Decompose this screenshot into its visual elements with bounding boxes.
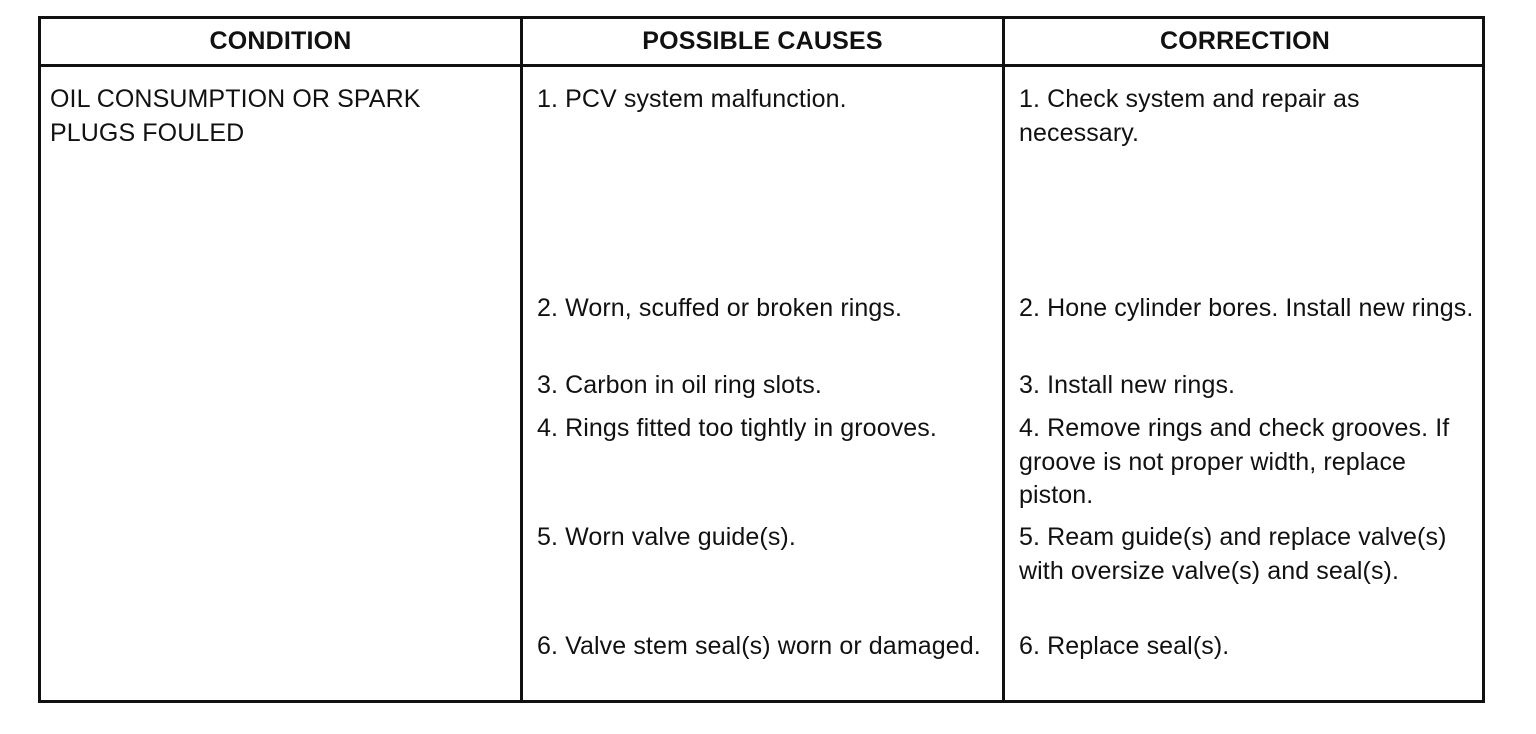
correction-4: 4. Remove rings and check grooves. If groove is not proper width, replace piston. <box>1019 414 1450 509</box>
cause-2: 2. Worn, scuffed or broken rings. <box>537 294 903 322</box>
cause-6: 6. Valve stem seal(s) worn or damaged. <box>537 632 981 660</box>
correction-5: 5. Ream guide(s) and replace valve(s) with oversize valve(s) and seal(s). <box>1019 523 1447 585</box>
cause-5: 5. Worn valve guide(s). <box>537 523 796 551</box>
condition-text: OIL CONSUMPTION OR SPARK PLUGS FOULED <box>50 85 421 147</box>
cause-3: 3. Carbon in oil ring slots. <box>537 371 822 399</box>
cause-4: 4. Rings fitted too tightly in grooves. <box>537 414 937 442</box>
header-correction: CORRECTION <box>1159 27 1331 55</box>
header-possible-causes: POSSIBLE CAUSES <box>642 27 883 55</box>
correction-3: 3. Install new rings. <box>1019 371 1236 399</box>
diagnosis-table <box>38 16 1485 703</box>
column-divider <box>1002 19 1005 700</box>
column-divider <box>520 19 523 700</box>
correction-1: 1. Check system and repair as necessary. <box>1019 85 1360 147</box>
header-divider <box>41 64 1482 67</box>
header-condition: CONDITION <box>209 27 352 55</box>
cause-1: 1. PCV system malfunction. <box>537 85 847 113</box>
correction-6: 6. Replace seal(s). <box>1019 632 1230 660</box>
correction-2: 2. Hone cylinder bores. Install new rings. <box>1019 294 1474 322</box>
